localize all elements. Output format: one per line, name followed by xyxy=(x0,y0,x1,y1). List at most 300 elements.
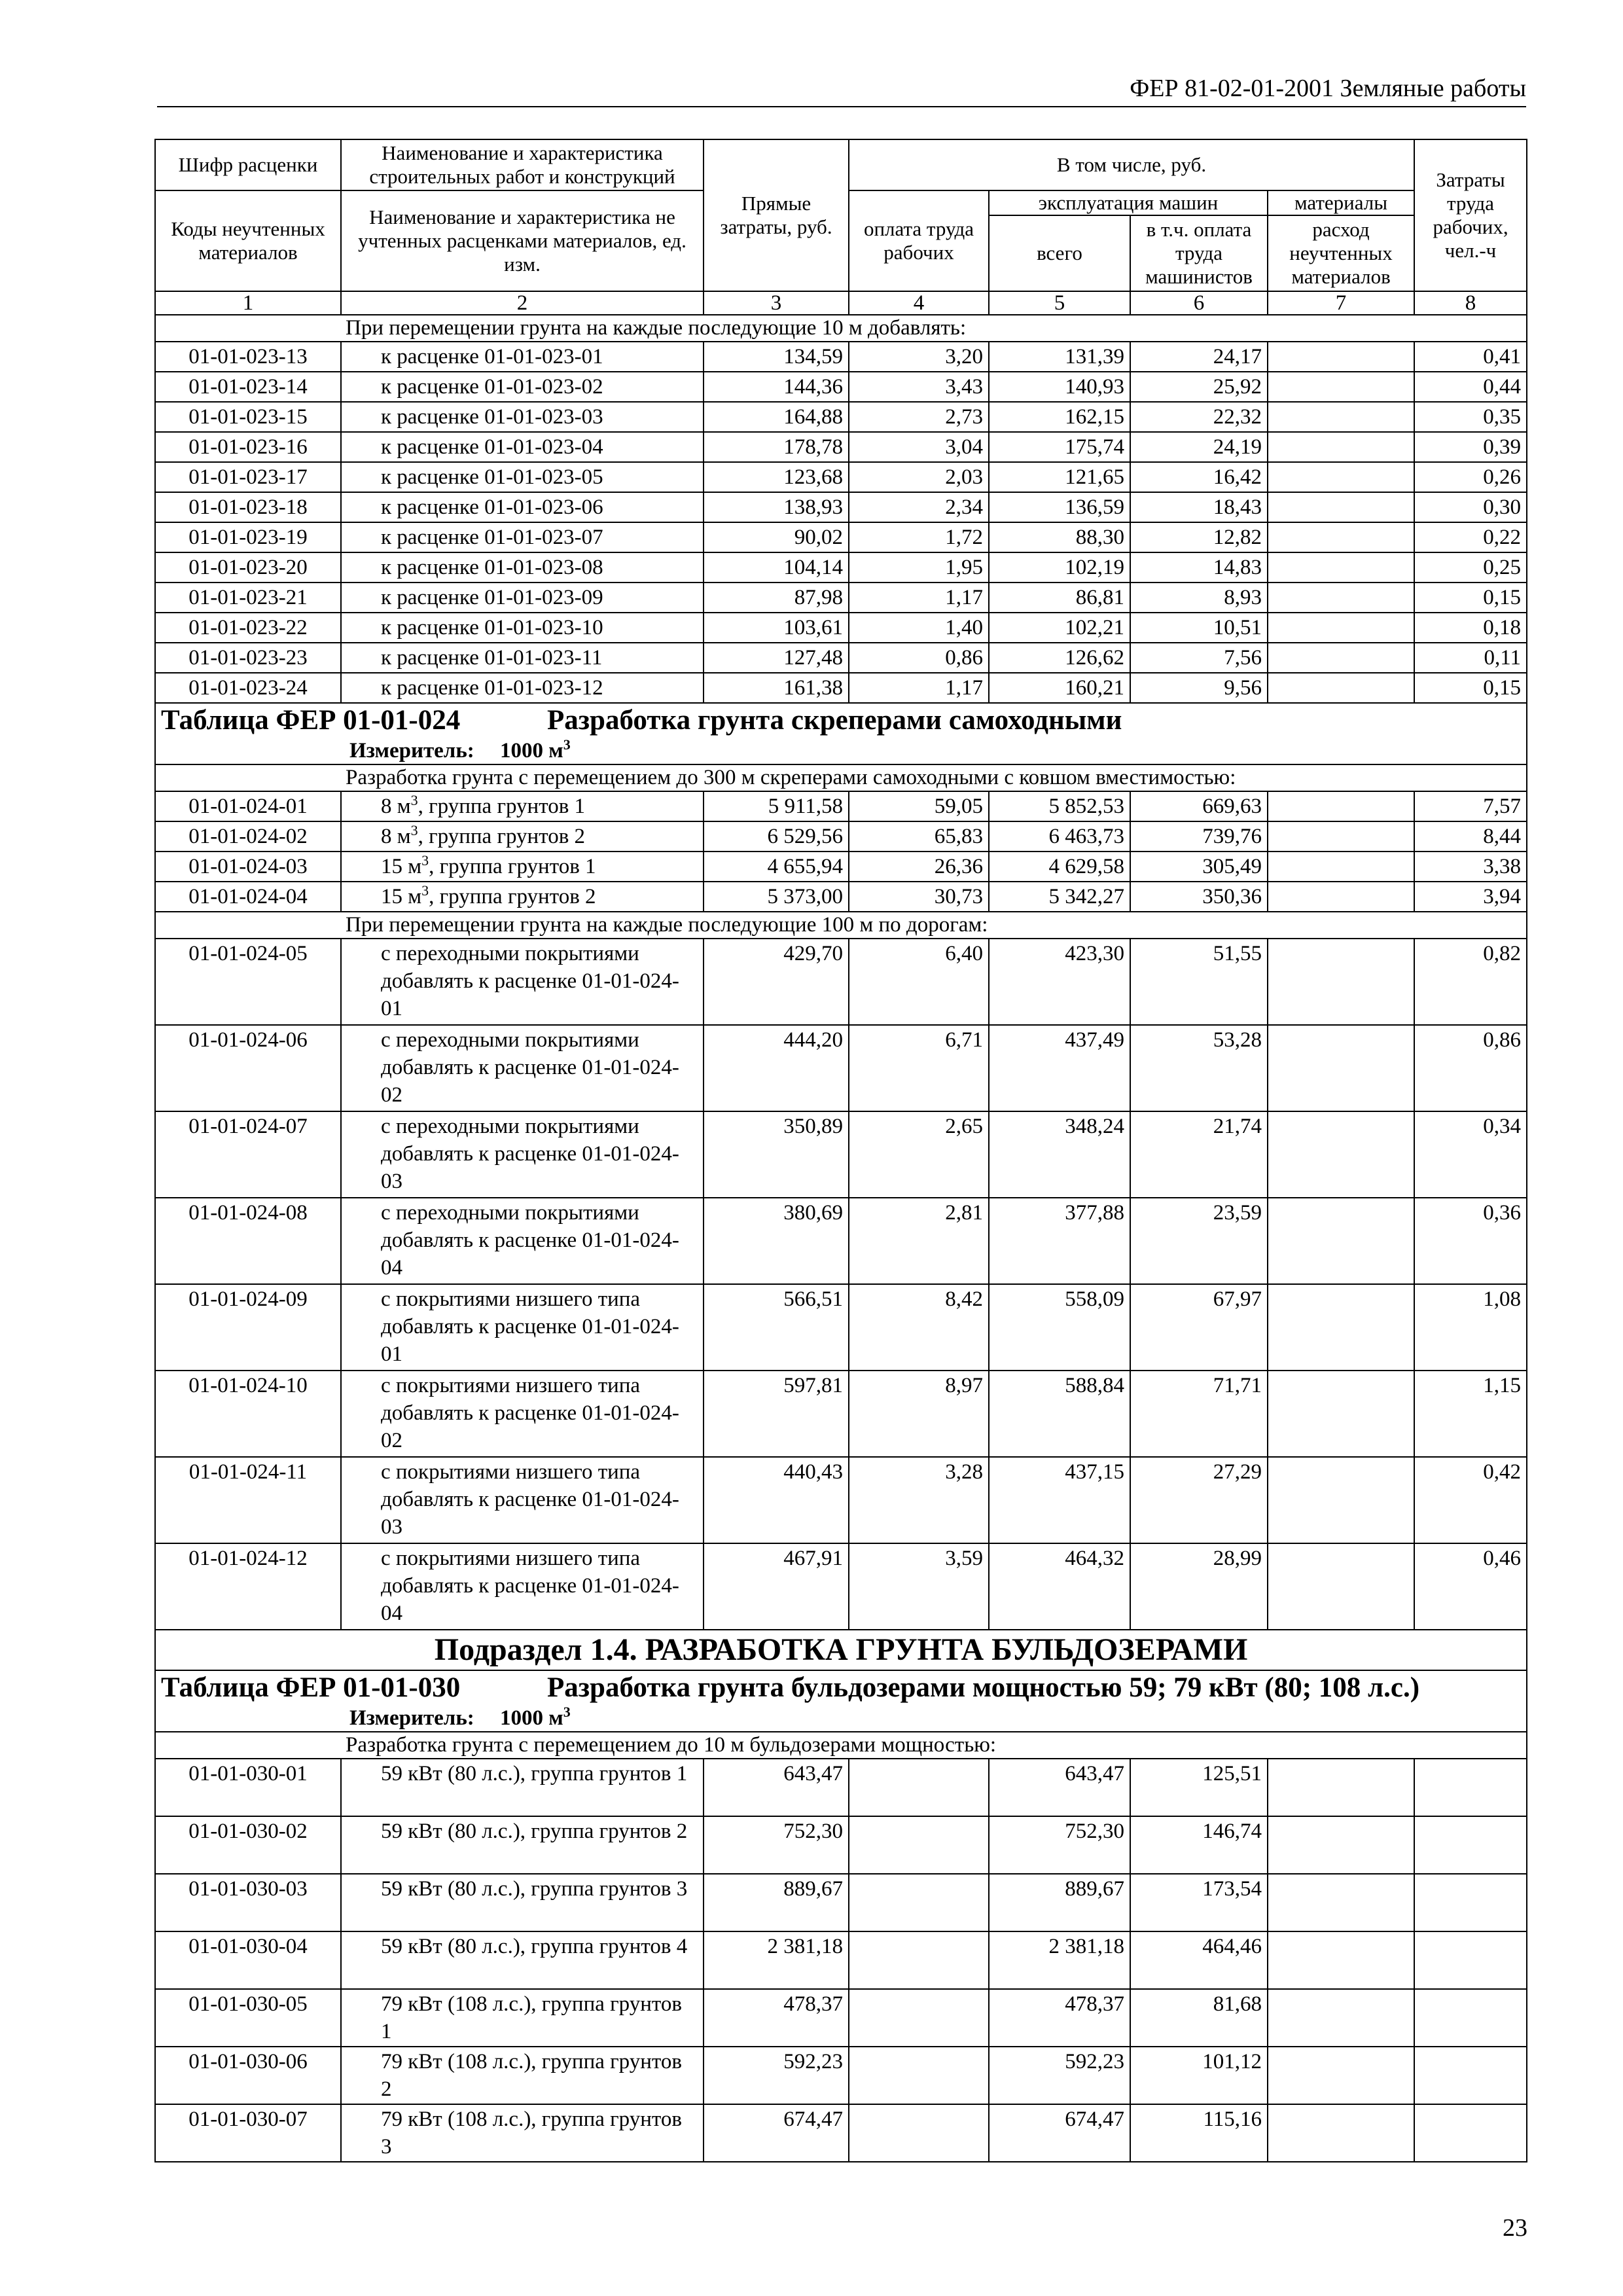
rate-code: 01-01-024-04 xyxy=(155,882,341,912)
table-row xyxy=(155,791,1527,821)
table-row xyxy=(155,673,1527,703)
rate-mat xyxy=(1268,402,1414,432)
rate-code: 01-01-023-21 xyxy=(155,583,341,613)
rate-mach-labor: 8,93 xyxy=(1130,583,1268,613)
rate-labor xyxy=(849,1874,989,1931)
rate-labor: 8,42 xyxy=(849,1284,989,1371)
rate-mach-labor: 25,92 xyxy=(1130,372,1268,402)
rate-name: к расценке 01-01-023-12 xyxy=(341,673,704,703)
rate-direct: 752,30 xyxy=(704,1816,849,1874)
col-header-machines-labor: в т.ч. оплата труда машинистов xyxy=(1130,215,1268,291)
rate-code: 01-01-030-04 xyxy=(155,1931,341,1989)
table-row xyxy=(155,852,1527,882)
table-title-row xyxy=(155,1670,1527,1732)
table-row xyxy=(155,1457,1527,1543)
rate-hours: 0,36 xyxy=(1414,1198,1527,1284)
rate-mach: 88,30 xyxy=(989,522,1130,552)
rate-hours: 0,42 xyxy=(1414,1457,1527,1543)
table-row xyxy=(155,372,1527,402)
table-row xyxy=(155,1543,1527,1630)
rate-hours xyxy=(1414,1759,1527,1816)
rate-name: 59 кВт (80 л.с.), группа грунтов 1 xyxy=(341,1759,704,1816)
rate-name: к расценке 01-01-023-08 xyxy=(341,552,704,583)
rate-mach: 5 342,27 xyxy=(989,882,1130,912)
table-row xyxy=(155,583,1527,613)
rate-code: 01-01-023-17 xyxy=(155,462,341,492)
rate-code: 01-01-024-03 xyxy=(155,852,341,882)
unit-value: 1000 м xyxy=(500,739,563,762)
rate-labor: 30,73 xyxy=(849,882,989,912)
rate-name: к расценке 01-01-023-11 xyxy=(341,643,704,673)
rate-code: 01-01-024-01 xyxy=(155,791,341,821)
rate-mach-labor: 146,74 xyxy=(1130,1816,1268,1874)
rate-code: 01-01-023-19 xyxy=(155,522,341,552)
rate-direct: 138,93 xyxy=(704,492,849,522)
rate-labor: 3,04 xyxy=(849,432,989,462)
table-row xyxy=(155,882,1527,912)
table-row xyxy=(155,1931,1527,1989)
rate-mach: 752,30 xyxy=(989,1816,1130,1874)
table-number: Таблица ФЕР 01-01-024 xyxy=(161,705,461,736)
unit-sup: 3 xyxy=(563,1704,571,1720)
rate-name: к расценке 01-01-023-06 xyxy=(341,492,704,522)
rate-hours: 1,08 xyxy=(1414,1284,1527,1371)
rate-name-part: 8 м xyxy=(381,825,411,848)
section-note-row xyxy=(155,764,1527,791)
rate-code: 01-01-024-02 xyxy=(155,821,341,852)
rate-mat xyxy=(1268,372,1414,402)
rate-code: 01-01-023-13 xyxy=(155,342,341,372)
rate-name-part: 15 м xyxy=(381,885,422,908)
table-row xyxy=(155,1759,1527,1816)
subsection-title: Подраздел 1.4. РАЗРАБОТКА ГРУНТА БУЛЬДОЗЕРАМИ xyxy=(155,1630,1527,1670)
table-title xyxy=(155,1670,1527,1732)
rate-mat xyxy=(1268,1198,1414,1284)
page-number: 23 xyxy=(1503,2214,1527,2242)
rate-mach: 588,84 xyxy=(989,1371,1130,1457)
rate-mat xyxy=(1268,882,1414,912)
rate-name-sup: 3 xyxy=(421,852,429,869)
rate-hours: 8,44 xyxy=(1414,821,1527,852)
rate-hours: 7,57 xyxy=(1414,791,1527,821)
table-row xyxy=(155,522,1527,552)
rate-direct: 566,51 xyxy=(704,1284,849,1371)
header-row xyxy=(155,139,1527,190)
rate-mach-labor: 101,12 xyxy=(1130,2047,1268,2104)
rate-mat xyxy=(1268,1989,1414,2047)
col-number: 6 xyxy=(1130,291,1268,315)
rate-mach: 5 852,53 xyxy=(989,791,1130,821)
rate-mach-labor: 24,17 xyxy=(1130,342,1268,372)
rate-mat xyxy=(1268,673,1414,703)
rate-mat xyxy=(1268,1816,1414,1874)
rate-mach-labor: 464,46 xyxy=(1130,1931,1268,1989)
section-note: Разработка грунта с перемещением до 10 м бульдозерами мощностью: xyxy=(155,1732,1527,1759)
rate-labor xyxy=(849,2104,989,2162)
rate-code: 01-01-024-11 xyxy=(155,1457,341,1543)
rate-mach-labor: 115,16 xyxy=(1130,2104,1268,2162)
rate-mach-labor: 9,56 xyxy=(1130,673,1268,703)
rate-labor xyxy=(849,1816,989,1874)
rate-name: к расценке 01-01-023-10 xyxy=(341,613,704,643)
rate-name: к расценке 01-01-023-02 xyxy=(341,372,704,402)
rate-labor: 6,40 xyxy=(849,939,989,1025)
table-row xyxy=(155,462,1527,492)
rate-direct: 478,37 xyxy=(704,1989,849,2047)
table-row xyxy=(155,1371,1527,1457)
rate-hours: 0,15 xyxy=(1414,583,1527,613)
rate-code: 01-01-030-06 xyxy=(155,2047,341,2104)
rate-code: 01-01-023-14 xyxy=(155,372,341,402)
col-header-codes-unaccounted: Коды неучтенных материалов xyxy=(155,190,341,291)
table-row xyxy=(155,1198,1527,1284)
rate-direct: 178,78 xyxy=(704,432,849,462)
rate-mat xyxy=(1268,1759,1414,1816)
rate-direct: 123,68 xyxy=(704,462,849,492)
rate-code: 01-01-023-20 xyxy=(155,552,341,583)
table-row xyxy=(155,1989,1527,2047)
rate-code: 01-01-023-24 xyxy=(155,673,341,703)
rate-mach: 478,37 xyxy=(989,1989,1130,2047)
rate-mat xyxy=(1268,462,1414,492)
rate-mat xyxy=(1268,1543,1414,1630)
rate-labor: 1,40 xyxy=(849,613,989,643)
rate-labor: 3,43 xyxy=(849,372,989,402)
rate-mach: 4 629,58 xyxy=(989,852,1130,882)
rate-name: с покрытиями низшего типа добавлять к расценке 01-01-024-01 xyxy=(341,1284,704,1371)
rate-code: 01-01-023-16 xyxy=(155,432,341,462)
rate-name: к расценке 01-01-023-09 xyxy=(341,583,704,613)
col-number: 5 xyxy=(989,291,1130,315)
rate-name: к расценке 01-01-023-01 xyxy=(341,342,704,372)
rate-direct: 674,47 xyxy=(704,2104,849,2162)
rate-code: 01-01-030-03 xyxy=(155,1874,341,1931)
rate-hours: 0,86 xyxy=(1414,1025,1527,1111)
rate-mach-labor: 67,97 xyxy=(1130,1284,1268,1371)
col-number: 1 xyxy=(155,291,341,315)
rate-hours: 0,35 xyxy=(1414,402,1527,432)
rate-labor: 8,97 xyxy=(849,1371,989,1457)
rate-hours xyxy=(1414,1874,1527,1931)
rate-direct: 380,69 xyxy=(704,1198,849,1284)
rate-name: к расценке 01-01-023-05 xyxy=(341,462,704,492)
rate-hours: 0,30 xyxy=(1414,492,1527,522)
rate-labor: 2,65 xyxy=(849,1111,989,1198)
rate-direct: 90,02 xyxy=(704,522,849,552)
rate-mach: 126,62 xyxy=(989,643,1130,673)
rate-mach-labor: 739,76 xyxy=(1130,821,1268,852)
rate-hours: 3,94 xyxy=(1414,882,1527,912)
rate-direct: 350,89 xyxy=(704,1111,849,1198)
rate-labor: 2,81 xyxy=(849,1198,989,1284)
rate-name xyxy=(341,852,704,882)
rate-labor: 59,05 xyxy=(849,791,989,821)
table-row xyxy=(155,432,1527,462)
rate-mach: 2 381,18 xyxy=(989,1931,1130,1989)
rate-mach-labor: 173,54 xyxy=(1130,1874,1268,1931)
rate-name: с покрытиями низшего типа добавлять к расценке 01-01-024-03 xyxy=(341,1457,704,1543)
col-header-materials-unaccounted: расход неучтенных материалов xyxy=(1268,215,1414,291)
rate-mach-labor: 53,28 xyxy=(1130,1025,1268,1111)
rate-labor xyxy=(849,1931,989,1989)
rate-hours: 0,46 xyxy=(1414,1543,1527,1630)
unit-line xyxy=(161,1705,1521,1731)
rate-mach: 140,93 xyxy=(989,372,1130,402)
rate-name: с покрытиями низшего типа добавлять к расценке 01-01-024-02 xyxy=(341,1371,704,1457)
rate-mach: 437,49 xyxy=(989,1025,1130,1111)
table-number: Таблица ФЕР 01-01-030 xyxy=(161,1672,461,1703)
col-header-name: Наименование и характеристика строительных работ и конструкций xyxy=(341,139,704,190)
rate-mat xyxy=(1268,2104,1414,2162)
rate-code: 01-01-024-12 xyxy=(155,1543,341,1630)
rate-mat xyxy=(1268,1371,1414,1457)
rate-hours: 0,25 xyxy=(1414,552,1527,583)
rate-labor: 3,20 xyxy=(849,342,989,372)
rate-name-sup: 3 xyxy=(421,882,429,899)
rate-name: 79 кВт (108 л.с.), группа грунтов 1 xyxy=(341,1989,704,2047)
rate-hours xyxy=(1414,2047,1527,2104)
rate-mach-labor: 21,74 xyxy=(1130,1111,1268,1198)
rate-mach: 175,74 xyxy=(989,432,1130,462)
subsection-title-row xyxy=(155,1630,1527,1670)
rate-direct: 103,61 xyxy=(704,613,849,643)
col-number: 7 xyxy=(1268,291,1414,315)
rate-mach-labor: 12,82 xyxy=(1130,522,1268,552)
col-header-direct: Прямые затраты, руб. xyxy=(704,139,849,291)
rate-direct: 889,67 xyxy=(704,1874,849,1931)
table-row xyxy=(155,1025,1527,1111)
rate-name: с переходными покрытиями добавлять к расценке 01-01-024-02 xyxy=(341,1025,704,1111)
rate-mach: 348,24 xyxy=(989,1111,1130,1198)
rate-direct: 104,14 xyxy=(704,552,849,583)
rate-mach: 86,81 xyxy=(989,583,1130,613)
section-note: Разработка грунта с перемещением до 300 м скреперами самоходными с ковшом вместимостью: xyxy=(155,764,1527,791)
rate-name-part: , группа грунтов 1 xyxy=(429,855,596,878)
rate-direct: 4 655,94 xyxy=(704,852,849,882)
rate-mach-labor: 14,83 xyxy=(1130,552,1268,583)
rate-name: 79 кВт (108 л.с.), группа грунтов 2 xyxy=(341,2047,704,2104)
table-row xyxy=(155,643,1527,673)
rate-mach-labor: 16,42 xyxy=(1130,462,1268,492)
table-row xyxy=(155,552,1527,583)
rate-code: 01-01-023-18 xyxy=(155,492,341,522)
rate-labor: 65,83 xyxy=(849,821,989,852)
rate-code: 01-01-024-08 xyxy=(155,1198,341,1284)
rate-name: к расценке 01-01-023-04 xyxy=(341,432,704,462)
table-title-row xyxy=(155,703,1527,764)
unit-sup: 3 xyxy=(563,736,571,753)
rate-mat xyxy=(1268,342,1414,372)
table-row xyxy=(155,1874,1527,1931)
rate-mat xyxy=(1268,1457,1414,1543)
rate-direct: 440,43 xyxy=(704,1457,849,1543)
table-title-text: Разработка грунта бульдозерами мощностью 59; 79 кВт (80; 108 л.с.) xyxy=(547,1672,1420,1703)
rate-mach: 6 463,73 xyxy=(989,821,1130,852)
rate-hours: 0,22 xyxy=(1414,522,1527,552)
table-row xyxy=(155,939,1527,1025)
rate-mach: 162,15 xyxy=(989,402,1130,432)
rate-name: с покрытиями низшего типа добавлять к расценке 01-01-024-04 xyxy=(341,1543,704,1630)
section-note-row xyxy=(155,912,1527,939)
rate-name-sup: 3 xyxy=(410,792,418,808)
rate-code: 01-01-024-09 xyxy=(155,1284,341,1371)
rate-mach: 102,21 xyxy=(989,613,1130,643)
rate-labor xyxy=(849,1989,989,2047)
rate-name: с переходными покрытиями добавлять к расценке 01-01-024-04 xyxy=(341,1198,704,1284)
rate-mat xyxy=(1268,852,1414,882)
rate-code: 01-01-024-06 xyxy=(155,1025,341,1111)
rate-mat xyxy=(1268,643,1414,673)
rate-name-part: 8 м xyxy=(381,795,411,818)
rate-direct: 592,23 xyxy=(704,2047,849,2104)
rate-mach-labor: 24,19 xyxy=(1130,432,1268,462)
rate-hours: 0,15 xyxy=(1414,673,1527,703)
section-note: При перемещении грунта на каждые последующие 100 м по дорогам: xyxy=(155,912,1527,939)
rate-labor: 1,17 xyxy=(849,583,989,613)
rate-mach-labor: 71,71 xyxy=(1130,1371,1268,1457)
unit-label: Измеритель: xyxy=(349,739,474,762)
rate-mach-labor: 350,36 xyxy=(1130,882,1268,912)
col-number: 8 xyxy=(1414,291,1527,315)
rate-code: 01-01-024-10 xyxy=(155,1371,341,1457)
rate-direct: 5 911,58 xyxy=(704,791,849,821)
rates-table xyxy=(154,139,1527,2162)
rate-mat xyxy=(1268,1931,1414,1989)
rate-direct: 6 529,56 xyxy=(704,821,849,852)
rate-mat xyxy=(1268,2047,1414,2104)
rate-labor: 0,86 xyxy=(849,643,989,673)
rate-mach-labor: 305,49 xyxy=(1130,852,1268,882)
rate-name-part: , группа грунтов 1 xyxy=(418,795,586,818)
rate-name: 59 кВт (80 л.с.), группа грунтов 2 xyxy=(341,1816,704,1874)
rate-hours: 0,41 xyxy=(1414,342,1527,372)
rate-mat xyxy=(1268,492,1414,522)
rate-hours: 0,82 xyxy=(1414,939,1527,1025)
rate-mach: 889,67 xyxy=(989,1874,1130,1931)
rate-hours: 3,38 xyxy=(1414,852,1527,882)
rate-mach-labor: 51,55 xyxy=(1130,939,1268,1025)
col-header-code: Шифр расценки xyxy=(155,139,341,190)
rate-mach: 674,47 xyxy=(989,2104,1130,2162)
table-row xyxy=(155,492,1527,522)
rate-labor: 1,95 xyxy=(849,552,989,583)
rate-labor: 6,71 xyxy=(849,1025,989,1111)
col-header-labor-pay: оплата труда рабочих xyxy=(849,190,989,291)
rate-mach-labor: 7,56 xyxy=(1130,643,1268,673)
rate-code: 01-01-023-15 xyxy=(155,402,341,432)
rate-direct: 429,70 xyxy=(704,939,849,1025)
rate-name: 59 кВт (80 л.с.), группа грунтов 4 xyxy=(341,1931,704,1989)
rate-direct: 87,98 xyxy=(704,583,849,613)
rate-hours: 0,11 xyxy=(1414,643,1527,673)
rate-mach: 102,19 xyxy=(989,552,1130,583)
table-row xyxy=(155,613,1527,643)
col-number: 3 xyxy=(704,291,849,315)
rate-labor: 3,59 xyxy=(849,1543,989,1630)
rate-mach: 643,47 xyxy=(989,1759,1130,1816)
column-numbers-row xyxy=(155,291,1527,315)
rate-hours: 0,39 xyxy=(1414,432,1527,462)
rate-mach-labor: 22,32 xyxy=(1130,402,1268,432)
rate-name: к расценке 01-01-023-03 xyxy=(341,402,704,432)
rate-mach-labor: 10,51 xyxy=(1130,613,1268,643)
rate-labor: 3,28 xyxy=(849,1457,989,1543)
rate-mach-labor: 18,43 xyxy=(1130,492,1268,522)
rate-mach: 160,21 xyxy=(989,673,1130,703)
rate-mat xyxy=(1268,1874,1414,1931)
rate-mat xyxy=(1268,1111,1414,1198)
table-row xyxy=(155,1111,1527,1198)
rate-name-part: , группа грунтов 2 xyxy=(418,825,586,848)
section-note-row xyxy=(155,315,1527,342)
rate-hours xyxy=(1414,1989,1527,2047)
rate-mat xyxy=(1268,522,1414,552)
rate-direct: 5 373,00 xyxy=(704,882,849,912)
rate-hours: 0,26 xyxy=(1414,462,1527,492)
rate-labor xyxy=(849,1759,989,1816)
rate-mat xyxy=(1268,583,1414,613)
rate-hours: 1,15 xyxy=(1414,1371,1527,1457)
rate-mach-labor: 81,68 xyxy=(1130,1989,1268,2047)
rate-name-sup: 3 xyxy=(410,822,418,838)
col-header-machines: эксплуатация машин xyxy=(989,190,1268,215)
rate-name: с переходными покрытиями добавлять к расценке 01-01-024-03 xyxy=(341,1111,704,1198)
col-header-name-unaccounted: Наименование и характеристика не учтенных расценками материалов, ед. изм. xyxy=(341,190,704,291)
rate-mach: 592,23 xyxy=(989,2047,1130,2104)
rate-labor: 1,17 xyxy=(849,673,989,703)
unit-label: Измеритель: xyxy=(349,1706,474,1730)
unit-value: 1000 м xyxy=(500,1706,563,1730)
rate-direct: 2 381,18 xyxy=(704,1931,849,1989)
rate-hours xyxy=(1414,1931,1527,1989)
rate-code: 01-01-030-02 xyxy=(155,1816,341,1874)
rate-hours xyxy=(1414,1816,1527,1874)
rate-code: 01-01-030-07 xyxy=(155,2104,341,2162)
rate-hours xyxy=(1414,2104,1527,2162)
rate-mach: 437,15 xyxy=(989,1457,1130,1543)
header-rule xyxy=(157,106,1526,107)
rate-direct: 467,91 xyxy=(704,1543,849,1630)
rate-code: 01-01-024-05 xyxy=(155,939,341,1025)
table-row xyxy=(155,1284,1527,1371)
rate-mach: 464,32 xyxy=(989,1543,1130,1630)
table-row xyxy=(155,2047,1527,2104)
rate-code: 01-01-030-01 xyxy=(155,1759,341,1816)
rate-mach-labor: 669,63 xyxy=(1130,791,1268,821)
rate-direct: 161,38 xyxy=(704,673,849,703)
rate-mat xyxy=(1268,1284,1414,1371)
section-note-row xyxy=(155,1732,1527,1759)
rate-name: к расценке 01-01-023-07 xyxy=(341,522,704,552)
rate-direct: 144,36 xyxy=(704,372,849,402)
rate-mat xyxy=(1268,552,1414,583)
col-header-materials: материалы xyxy=(1268,190,1414,215)
rate-labor: 2,34 xyxy=(849,492,989,522)
rate-labor: 26,36 xyxy=(849,852,989,882)
table-row xyxy=(155,402,1527,432)
rate-mach: 131,39 xyxy=(989,342,1130,372)
rate-name: 79 кВт (108 л.с.), группа грунтов 3 xyxy=(341,2104,704,2162)
rate-name: 59 кВт (80 л.с.), группа грунтов 3 xyxy=(341,1874,704,1931)
rate-mat xyxy=(1268,613,1414,643)
rate-mach: 423,30 xyxy=(989,939,1130,1025)
rate-hours: 0,34 xyxy=(1414,1111,1527,1198)
table-row xyxy=(155,821,1527,852)
rate-mach: 136,59 xyxy=(989,492,1130,522)
rate-name-part: 15 м xyxy=(381,855,422,878)
rate-labor: 2,73 xyxy=(849,402,989,432)
rate-mat xyxy=(1268,939,1414,1025)
